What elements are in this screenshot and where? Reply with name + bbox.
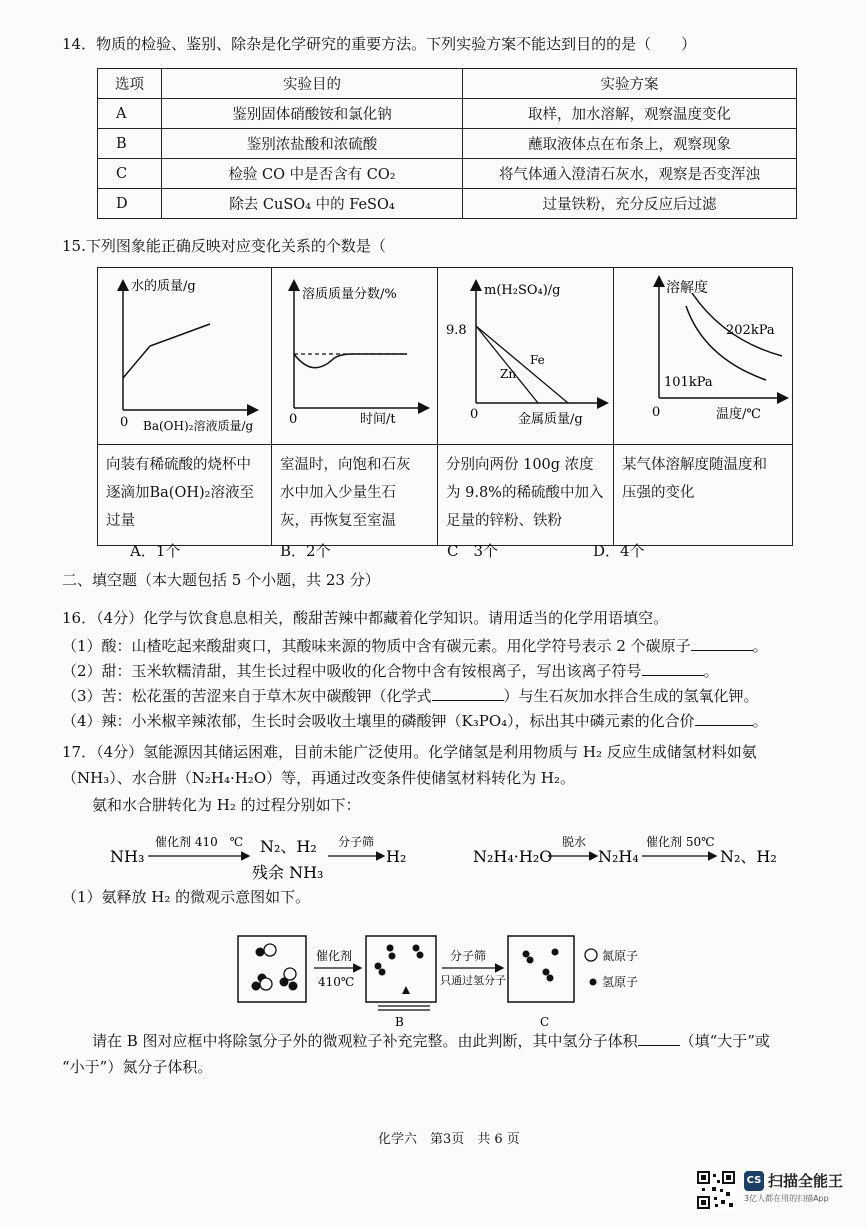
desc-4-line: 某气体溶解度随温度和 [622,457,767,473]
answer-blank [691,636,753,651]
arrow2-label-bottom: 只通过氢分子 [440,974,506,987]
arrow1-label-top: 催化剂 [316,949,353,963]
choice-c: C 3个 [447,542,499,560]
desc-1-line: 逐滴加Ba(OH)₂溶液至 [106,485,254,501]
graph-3-ylabel: m(H₂SO₄)/g [484,283,561,298]
answer-blank [695,711,753,726]
period: 。 [752,712,768,730]
eq1-product: H₂ [386,847,407,866]
eq1-intermediate: N₂、H₂ [260,837,317,856]
plan-cell: 蘸取液体点在布条上，观察现象 [463,129,797,159]
graph-cell-4 [614,268,793,445]
purpose-cell: 检验 CO 中是否含有 CO₂ [162,159,463,189]
answer-blank [432,686,504,701]
graph-cell-2 [272,268,438,445]
question-17-line-1: 17．（4分）氢能源因其储运困难，目前未能广泛使用。化学储氢是利用物质与 H₂ 反应生成储氢材料如氨 [62,743,757,761]
desc-4-line: 压强的变化 [622,485,695,501]
purpose-cell: 鉴别固体硝酸铵和氯化钠 [162,99,463,129]
question-17-part-1: （1）氨释放 H₂ 的微观示意图如下。 [62,888,311,906]
micro-diagram [230,930,680,1030]
graph-2-xlabel: 时间/t [360,412,396,427]
box-b-particles [375,945,424,995]
desc-cell-2 [272,445,438,546]
choice-a: A．1个 [130,542,181,560]
graph-3-line-zn [476,326,538,403]
nh3-molecules [252,944,298,991]
question-16-part-1 [62,636,768,656]
question-17-q2: “小于”）氮分子体积。 [62,1058,213,1076]
table-row [98,189,797,219]
graph-3-ytick: 9.8 [446,323,467,338]
graph-2-ylabel: 溶质质量分数/% [302,287,397,302]
graph-2-curve [294,354,407,368]
graph-4-origin: 0 [652,405,661,420]
graph-4-label-202: 202kPa [726,323,775,338]
plan-cell: 过量铁粉，充分反应后过滤 [463,189,797,219]
graph-cell-3 [438,268,614,445]
eq2-condition-2: 催化剂 50℃ [646,835,715,849]
section-2-heading: 二、填空题（本大题包括 5 个小题，共 23 分） [62,571,380,589]
question-17-q1 [92,1031,770,1051]
arrow2-label-top: 分子筛 [450,949,487,963]
graph-3-label-fe: Fe [530,353,545,367]
graph-3-acid-mass [438,268,613,440]
plan-cell: 取样，加水溶解，观察温度变化 [463,99,797,129]
graph-4-label-101: 101kPa [664,375,713,390]
q16-part-3-text-end: ）与生石灰加水拌合生成的氢氧化钾。 [503,687,759,705]
question-17-line-2: （NH₃）、水合肼（N₂H₄·H₂O）等，再通过改变条件使储氢材料转化为 H₂。 [62,769,575,787]
qr-code-icon [696,1170,736,1210]
label-b: B [395,1015,404,1029]
question-16-part-3 [62,686,759,706]
page-footer: 化学六 第3页 共 6 页 [378,1132,520,1147]
question-17-line-3: 氨和水合肼转化为 H₂ 的过程分别如下： [92,796,361,814]
desc-3-line: 足量的锌粉、铁粉 [446,513,562,529]
desc-3-line: 为 9.8%的稀硫酸中加入 [446,485,604,501]
col-header-plan: 实验方案 [463,69,797,99]
graph-cell-1 [98,268,272,445]
eq2-intermediate: N₂H₄ [598,847,639,866]
graph-3-xlabel: 金属质量/g [518,412,583,427]
eq2-reactant: N₂H₄·H₂O [473,847,553,866]
box-c [508,936,574,1002]
question-14-title: 14．物质的检验、鉴别、除杂是化学研究的重要方法。下列实验方案不能达到目的的是（ ） [62,35,697,53]
scanner-brand [744,1170,843,1204]
graph-1-water-mass [98,268,271,440]
desc-1-line: 过量 [106,513,135,529]
answer-blank [638,1031,680,1046]
brand-tagline: 3亿人都在用的扫描App [744,1194,829,1203]
legend-hydrogen: 氢原子 [602,975,639,989]
graph-4-xlabel: 温度/℃ [716,407,761,422]
graph-4-solubility [614,268,792,440]
legend-nitrogen: 氮原子 [602,949,639,963]
reaction-equations [100,826,800,886]
eq1-reactant: NH₃ [110,847,145,866]
graph-2-origin: 0 [289,412,298,427]
q16-part-1-text: （1）酸：山楂吃起来酸甜爽口，其酸味来源的物质中含有碳元素。用化学符号表示 2 个碳原子 [62,637,691,655]
q16-part-2-text: （2）甜：玉米软糯清甜，其生长过程中吸收的化合物中含有铵根离子，写出该离子符号 [62,662,642,680]
nitrogen-atom-icon [585,949,597,961]
option-cell: A [98,99,162,129]
q16-part-4-text: （4）辣：小米椒辛辣浓郁，生长时会吸收土壤里的磷酸钾（K₃PO₄），标出其中磷元素的化合价 [62,712,695,730]
choice-d: D．4个 [593,542,645,560]
eq2-condition-1: 脱水 [562,835,587,849]
purpose-cell: 鉴别浓盐酸和浓硫酸 [162,129,463,159]
eq1-condition-1: 催化剂 410 ℃ [155,835,244,849]
option-cell: B [98,129,162,159]
graph-3-line-fe [476,326,568,403]
period: 。 [703,662,719,680]
graph-4-curve-101 [686,306,766,380]
table-row [98,129,797,159]
graph-1-curve [123,324,210,378]
desc-2-line: 水中加入少量生石 [280,485,396,501]
desc-2-line: 室温时，向饱和石灰 [280,457,411,473]
desc-1-line: 向装有稀硫酸的烧杯中 [106,457,251,473]
eq1-condition-2: 分子筛 [338,835,375,849]
period: 。 [752,637,768,655]
question-15-table [97,267,793,546]
hydrogen-atom-icon [590,979,597,986]
graph-1-ylabel: 水的质量/g [131,279,196,294]
desc-cell-4 [614,445,793,546]
plan-cell: 将气体通入澄清石灰水，观察是否变浑浊 [463,159,797,189]
question-14-table [97,68,797,219]
brand-name: 扫描全能王 [768,1172,844,1190]
graph-3-origin: 0 [470,407,479,422]
graph-1-xlabel: Ba(OH)₂溶液质量/g [143,419,254,433]
arrow1-label-bottom: 410℃ [318,975,355,989]
q17-q1-text: 请在 B 图对应框中将除氢分子外的微观粒子补充完整。由此判断，其中氢分子体积 [92,1032,638,1050]
h2-molecules [523,949,559,982]
graph-1-origin: 0 [120,415,129,430]
question-16-intro: 16．（4分）化学与饮食息息相关，酸甜苦辣中都藏着化学知识。请用适当的化学用语填空。 [62,609,669,627]
q17-q1-text-end: （填“大于”或 [679,1032,770,1050]
choice-b: B．2个 [280,542,331,560]
desc-2-line: 灰，再恢复至室温 [280,513,396,529]
eq1-residue: 残余 NH₃ [252,863,324,882]
graph-2-solute-fraction [272,268,437,440]
question-16-part-4 [62,711,768,731]
answer-blank [642,661,704,676]
eq2-product: N₂、H₂ [720,847,777,866]
table-row [98,99,797,129]
q16-part-3-text: （3）苦：松花蛋的苦涩来自于草木灰中碳酸钾（化学式 [62,687,432,705]
desc-3-line: 分别向两份 100g 浓度 [446,457,594,473]
question-15-title: 15.下列图象能正确反映对应变化关系的个数是（ [62,237,386,255]
table-header-row [98,69,797,99]
label-c: C [540,1015,550,1029]
option-cell: D [98,189,162,219]
brand-logo-icon: CS [744,1171,764,1191]
desc-cell-3 [438,445,614,546]
graph-3-label-zn: Zn [500,367,517,381]
col-header-option: 选项 [98,69,162,99]
col-header-purpose: 实验目的 [162,69,463,99]
question-16-part-2 [62,661,719,681]
purpose-cell: 除去 CuSO₄ 中的 FeSO₄ [162,189,463,219]
desc-cell-1 [98,445,272,546]
table-row [98,159,797,189]
graph-4-ylabel: 溶解度 [666,280,708,296]
option-cell: C [98,159,162,189]
